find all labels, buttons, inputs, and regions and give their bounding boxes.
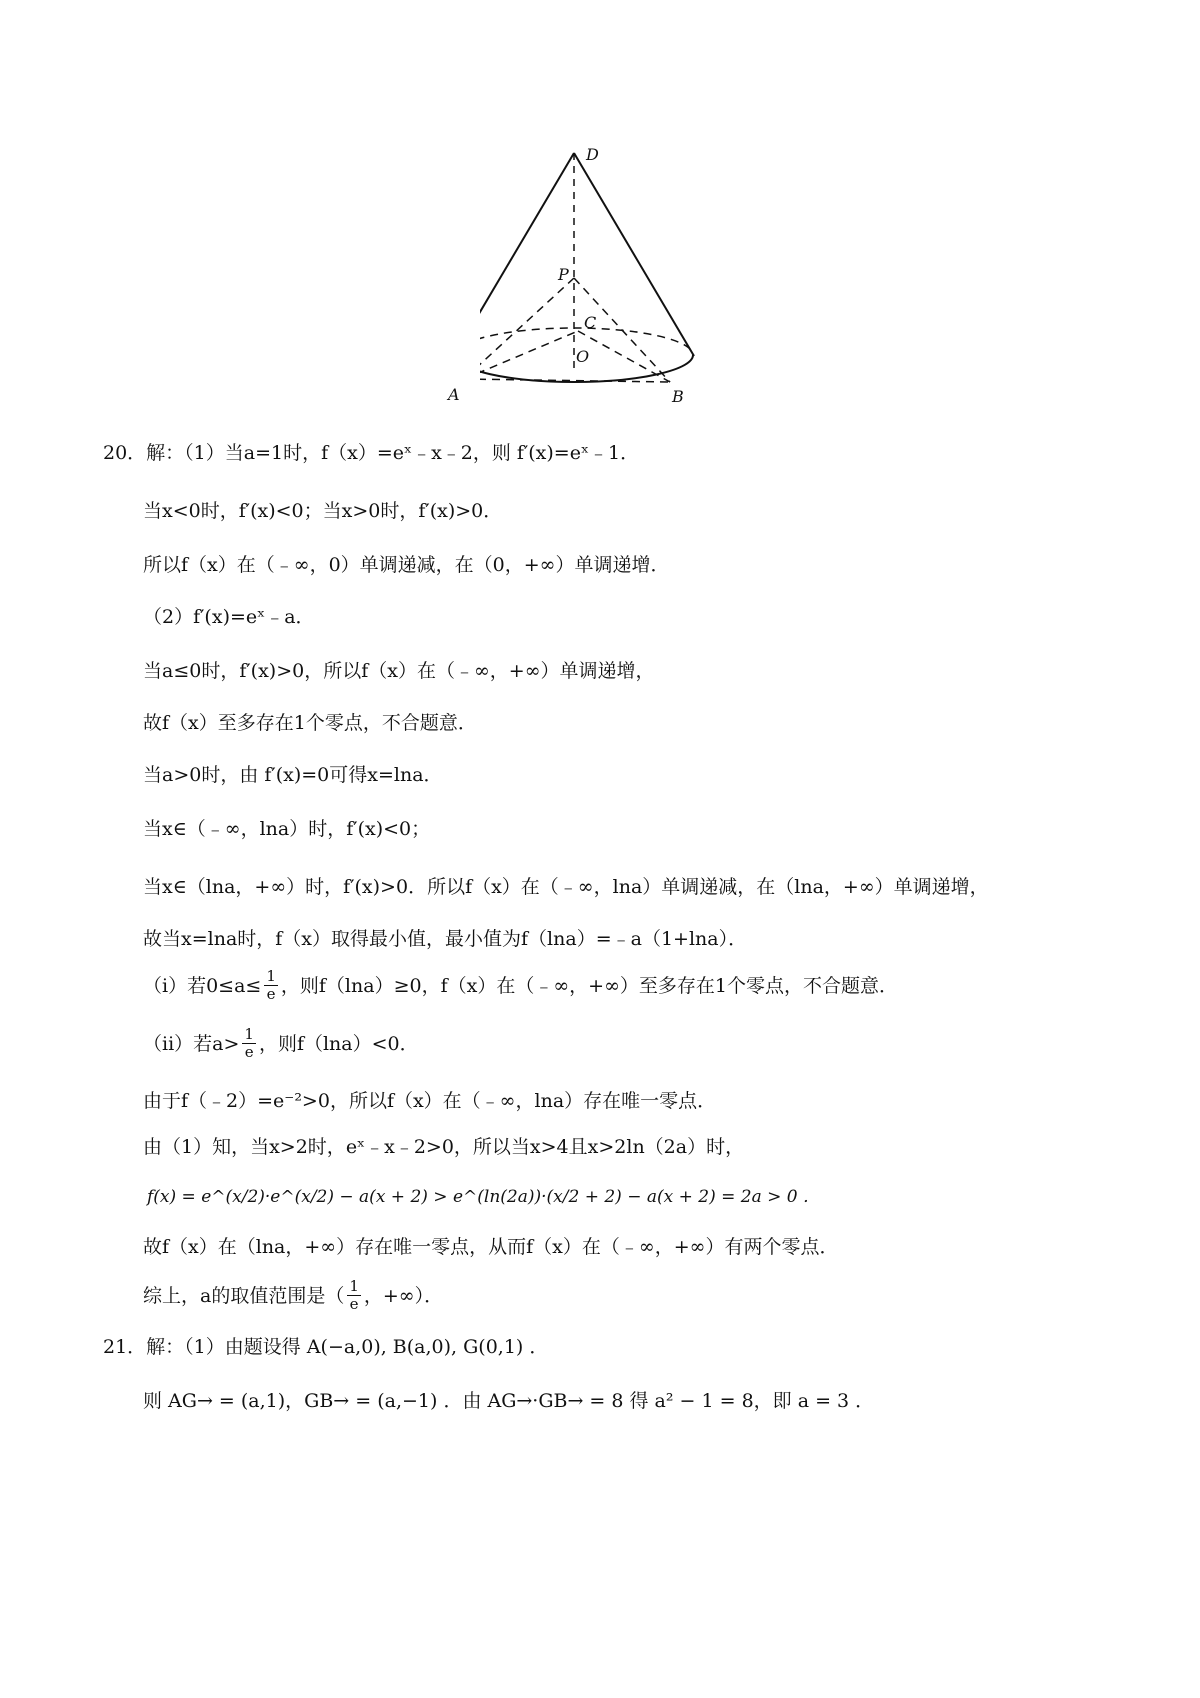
label-B: B [672, 387, 684, 406]
fraction-one-over-e [242, 1026, 256, 1061]
segment-BC [578, 331, 670, 382]
conclusion-post: ，+∞）． [363, 1284, 444, 1307]
case-ii-post: ，则f（lna）<0． [258, 1032, 419, 1055]
solution-20-line-14: 由（1）知，当x>2时，eˣ﹣x﹣2>0，所以当x>4且x>2ln（2a）时， [143, 1136, 745, 1158]
fraction-denominator: e [266, 985, 276, 1003]
solution-20-line-10: 故当x=lna时，f（x）取得最小值，最小值为f（lna）=﹣a（1+lna）． [143, 928, 748, 950]
fraction-denominator: e [349, 1295, 359, 1313]
solution-20-line-15-formula: f(x) = e^(x/2)·e^(x/2) − a(x + 2) > e^(ln(2a))·(x/2 + 2) − a(x + 2) = 2a > 0 ． [147, 1187, 820, 1207]
solution-21-line-1: 21．解：（1）由题设得 A(−a,0), B(a,0), G(0,1) ． [103, 1336, 549, 1358]
slant-left [480, 153, 574, 356]
solution-20-line-17 [143, 1278, 443, 1313]
solution-20-line-6: 故f（x）至多存在1个零点，不合题意． [143, 712, 477, 734]
cone-figure [480, 150, 780, 440]
conclusion-pre: 综上，a的取值范围是（ [143, 1284, 345, 1307]
segment-AC [480, 331, 578, 379]
fraction-one-over-e [347, 1278, 361, 1313]
solution-20-line-12 [143, 1026, 419, 1061]
solution-20-line-13: 由于f（﹣2）=e⁻²>0，所以f（x）在（﹣∞，lna）存在唯一零点． [143, 1090, 717, 1112]
solution-21-line-2: 则 AG→ = (a,1)，GB→ = (a,−1) ．由 AG→·GB→ = 8 得 a² − 1 = 8，即 a = 3 ． [143, 1390, 875, 1412]
label-C: C [584, 313, 597, 332]
solution-20-line-8: 当x∈（﹣∞，lna）时，f′(x)<0； [143, 818, 431, 840]
label-D: D [586, 145, 599, 164]
fraction-numerator: 1 [266, 967, 276, 985]
solution-20-line-5: 当a≤0时，f′(x)>0，所以f（x）在（﹣∞，+∞）单调递增， [143, 660, 655, 682]
cone-diagram [480, 150, 780, 440]
solution-20-line-7: 当a>0时，由 f′(x)=0可得x=lna． [143, 764, 443, 786]
fraction-numerator: 1 [244, 1025, 254, 1043]
case-ii-pre: （ii）若a> [143, 1032, 240, 1055]
fraction-one-over-e [264, 968, 278, 1003]
fraction-denominator: e [244, 1043, 254, 1061]
solution-20-line-3: 所以f（x）在（﹣∞，0）单调递减，在（0，+∞）单调递增． [143, 554, 670, 576]
solution-20-line-11 [143, 968, 898, 1003]
case-i-pre: （i）若0≤a≤ [143, 974, 262, 997]
solution-20-line-2: 当x<0时，f′(x)<0；当x>0时，f′(x)>0． [143, 500, 503, 522]
segment-PA [480, 278, 574, 379]
case-i-post: ，则f（lna）≥0，f（x）在（﹣∞，+∞）至多存在1个零点，不合题意． [280, 974, 898, 997]
solution-20-line-4: （2）f′(x)=eˣ﹣a． [143, 606, 315, 628]
label-O: O [576, 347, 590, 366]
label-P: P [558, 265, 569, 284]
fraction-numerator: 1 [349, 1277, 359, 1295]
solution-20-line-9: 当x∈（lna，+∞）时，f′(x)>0．所以f（x）在（﹣∞，lna）单调递减，在（lna，+∞）单调递增， [143, 876, 989, 898]
label-A: A [448, 385, 460, 404]
solution-20-line-16: 故f（x）在（lna，+∞）存在唯一零点，从而f（x）在（﹣∞，+∞）有两个零点． [143, 1236, 839, 1258]
solution-20-line-1: 20．解：（1）当a=1时，f（x）=eˣ﹣x﹣2，则 f′(x)=eˣ﹣1． [103, 442, 640, 464]
